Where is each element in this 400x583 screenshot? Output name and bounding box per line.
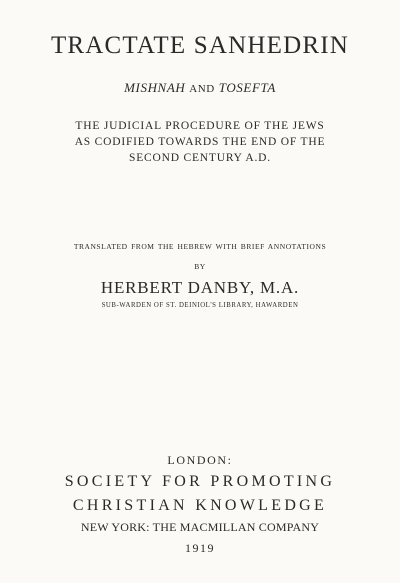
description-line-2: AS CODIFIED TOWARDS THE END OF THE [74,136,326,148]
subtitle-tosefta: TOSEFTA [218,80,276,95]
description-line-3: SECOND CENTURY A.D. [129,152,271,164]
author-name: HERBERT DANBY, M.A. [100,278,300,297]
imprint-city: LONDON: [167,453,233,467]
publication-year: 1919 [185,541,215,555]
subtitle-mishnah: MISHNAH [124,80,186,95]
publisher-line-1: SOCIETY FOR PROMOTING [64,473,336,490]
description-line-1: THE JUDICIAL PROCEDURE OF THE JEWS [75,120,325,132]
by-label: BY [194,262,206,271]
publisher-line-2: CHRISTIAN KNOWLEDGE [72,497,328,514]
book-subtitle [0,80,400,96]
author-role: SUB-WARDEN OF ST. DEINIOL'S LIBRARY, HAWARDEN [101,302,299,309]
translation-note: TRANSLATED FROM THE HEBREW WITH BRIEF ANNOTATIONS [73,242,327,251]
book-title: TRACTATE SANHEDRIN [50,32,350,59]
copublisher-line: NEW YORK: THE MACMILLAN COMPANY [80,520,320,534]
subtitle-connector: AND [189,83,215,95]
